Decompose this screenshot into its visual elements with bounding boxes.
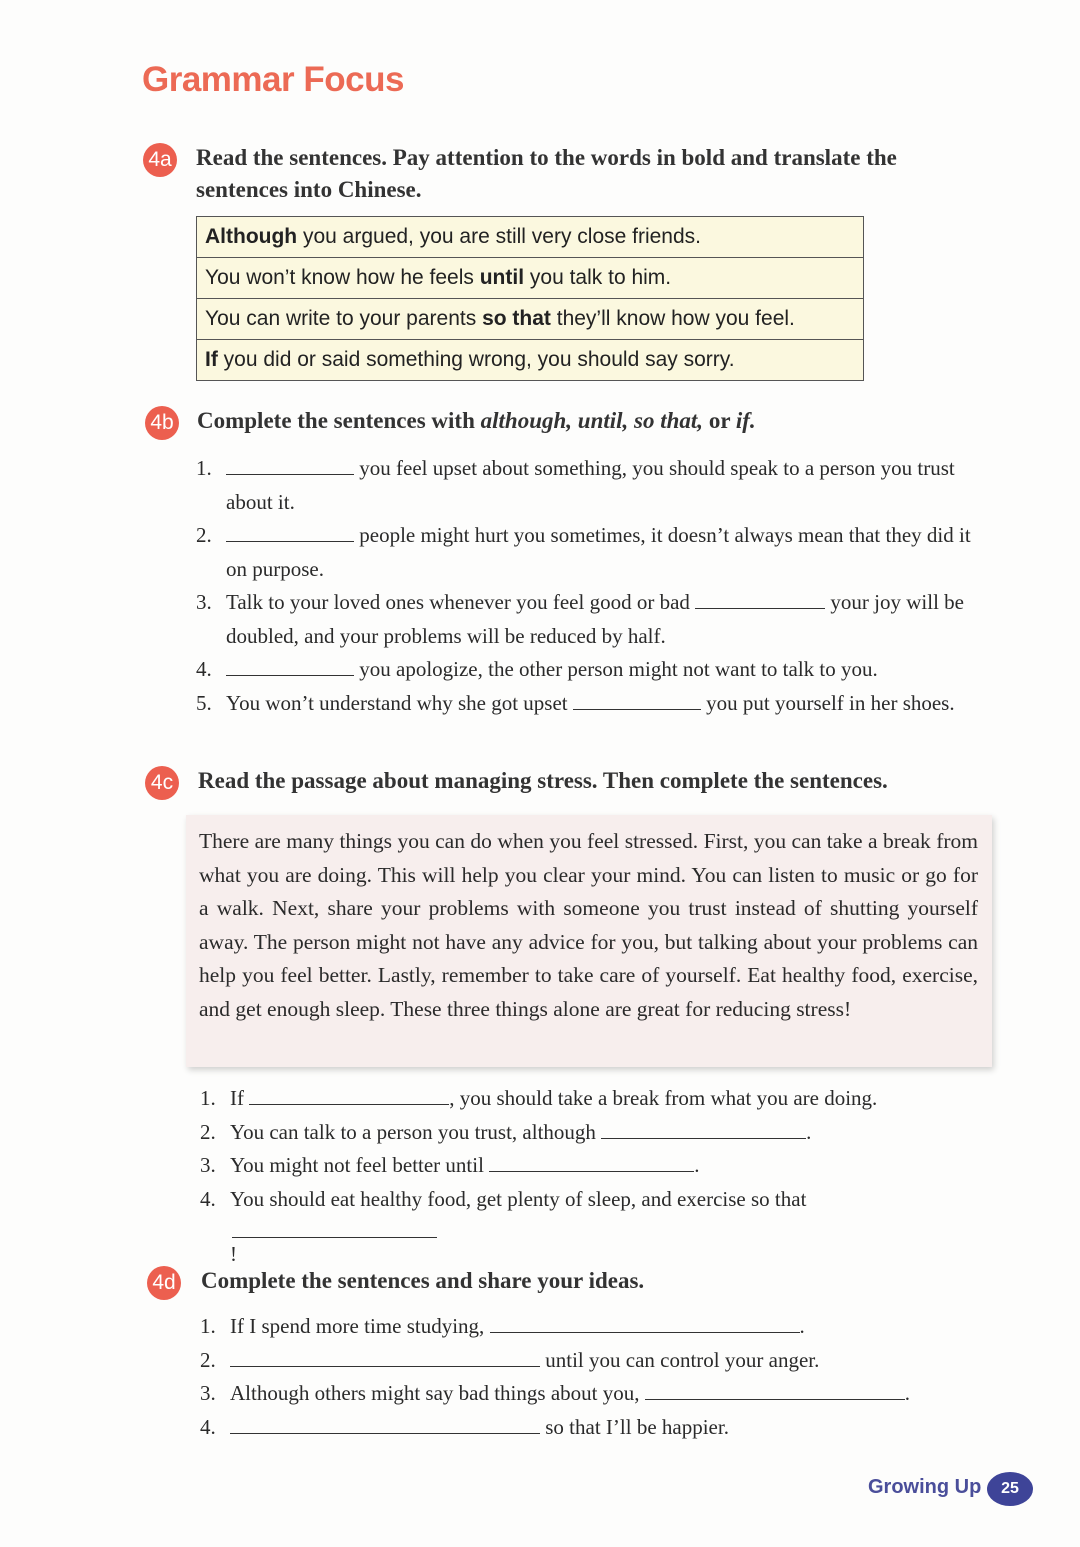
sentence-row bbox=[197, 217, 864, 258]
instruction-4a: Read the sentences. Pay attention to the words in bold and translate the sentences into Chinese. bbox=[196, 145, 897, 202]
answer-blank[interactable] bbox=[601, 1117, 806, 1139]
item-text bbox=[226, 687, 996, 721]
sentence-cell bbox=[197, 299, 864, 340]
answer-blank[interactable] bbox=[489, 1150, 694, 1172]
item-text-after: you feel upset about something, you should speak to a person you trust about it. bbox=[226, 456, 955, 514]
bold-word: until bbox=[479, 266, 525, 289]
instruction-text: Complete the sentences with bbox=[197, 408, 481, 433]
sentence-text: you argued, you are still very close friends. bbox=[297, 225, 702, 248]
item-text-after: . bbox=[799, 1314, 805, 1338]
instruction-text: or bbox=[703, 408, 736, 433]
exercise-item bbox=[200, 1344, 1000, 1378]
item-text-before: If I spend more time studying, bbox=[230, 1314, 490, 1338]
item-text bbox=[230, 1183, 990, 1272]
item-number: 4. bbox=[196, 657, 212, 681]
item-text bbox=[230, 1344, 1000, 1378]
item-number: 3. bbox=[196, 590, 212, 614]
exercise-item bbox=[196, 586, 996, 653]
item-text-after: ! bbox=[230, 1242, 237, 1266]
item-text bbox=[226, 452, 996, 519]
sentence-text: you talk to him. bbox=[524, 266, 672, 289]
exercise-item bbox=[200, 1183, 990, 1272]
item-text-before: You won’t understand why she got upset bbox=[226, 690, 573, 715]
instruction-4c: Read the passage about managing stress. Then complete the sentences. bbox=[198, 768, 888, 793]
item-text-after: your joy will be doubled, and your problems will be reduced by half. bbox=[226, 590, 964, 648]
badge-4c: 4c bbox=[145, 766, 179, 800]
item-number: 3. bbox=[200, 1381, 216, 1405]
exercise-4d-list bbox=[200, 1310, 1000, 1444]
item-text-before: Talk to your loved ones whenever you feel good or bad bbox=[226, 590, 696, 614]
item-number: 3. bbox=[200, 1153, 216, 1177]
item-text-before: Although others might say bad things about you, bbox=[230, 1381, 645, 1405]
example-sentences-table bbox=[196, 216, 864, 381]
instruction-4d: Complete the sentences and share your ideas. bbox=[201, 1268, 645, 1293]
item-text-after: , you should take a break from what you are doing. bbox=[449, 1086, 878, 1110]
answer-blank[interactable] bbox=[249, 1083, 449, 1105]
item-number: 2. bbox=[200, 1347, 216, 1372]
exercise-item bbox=[196, 687, 996, 721]
item-number: 5. bbox=[196, 690, 212, 715]
sentence-row bbox=[197, 258, 864, 299]
instruction-words: although, until, so that, bbox=[480, 408, 704, 433]
sentence-cell bbox=[197, 217, 864, 258]
answer-blank[interactable] bbox=[573, 688, 701, 710]
item-number: 1. bbox=[200, 1086, 216, 1110]
item-text-before: You should eat healthy food, get plenty of sleep, and exercise so that bbox=[230, 1186, 807, 1211]
exercise-item bbox=[200, 1149, 990, 1183]
sentence-text: You can write to your parents bbox=[205, 307, 483, 330]
item-text bbox=[230, 1116, 990, 1150]
item-text-before: You might not feel better until bbox=[230, 1153, 490, 1177]
instruction-words: if. bbox=[735, 408, 756, 433]
item-text-after: until you can control your anger. bbox=[540, 1347, 820, 1372]
item-number: 2. bbox=[196, 523, 212, 547]
sentence-row bbox=[197, 299, 864, 340]
exercise-item bbox=[200, 1082, 990, 1116]
item-text-before: If bbox=[230, 1086, 250, 1110]
sentence-cell bbox=[197, 258, 864, 299]
item-text-after: so that I’ll be happier. bbox=[540, 1414, 729, 1439]
exercise-item bbox=[200, 1310, 1000, 1344]
answer-blank[interactable] bbox=[226, 520, 354, 542]
instruction-4b bbox=[197, 405, 756, 437]
stress-passage bbox=[186, 815, 992, 1067]
passage-text: There are many things you can do when you feel stressed. First, you can take a break from what you are doing. This will help you clear your mind. You can listen to music or go for a walk. Next, share your problems with someone you trust instead of shutting yourself away. The person might not have any advice for you, but talking about your problems can help you feel better. Lastly, remember to take care of yourself. Eat healthy food, exercise, and get enough sleep. These three things alone are great for reducing stress! bbox=[199, 829, 978, 1021]
item-text-after: you apologize, the other person might not want to talk to you. bbox=[354, 657, 878, 681]
item-number: 2. bbox=[200, 1119, 216, 1144]
answer-blank[interactable] bbox=[695, 587, 825, 609]
item-number: 1. bbox=[200, 1314, 216, 1338]
item-text bbox=[230, 1310, 1000, 1344]
item-text-after: . bbox=[904, 1381, 910, 1405]
sentence-row bbox=[197, 340, 864, 381]
item-number: 4. bbox=[200, 1186, 216, 1211]
sentence-text: they’ll know how you feel. bbox=[550, 307, 795, 330]
item-text-after: people might hurt you sometimes, it doesn’t always mean that they did it on purpose. bbox=[226, 523, 971, 581]
page-title: Grammar Focus bbox=[142, 60, 404, 99]
exercise-4c-list bbox=[200, 1082, 990, 1272]
answer-blank[interactable] bbox=[230, 1345, 540, 1367]
item-number: 1. bbox=[196, 456, 212, 480]
page-number: 25 bbox=[987, 1472, 1033, 1506]
answer-blank[interactable] bbox=[226, 654, 354, 676]
item-text bbox=[226, 653, 996, 687]
bold-word: Although bbox=[205, 225, 298, 248]
badge-4a: 4a bbox=[143, 143, 177, 177]
answer-blank[interactable] bbox=[645, 1378, 905, 1400]
badge-4d: 4d bbox=[147, 1266, 181, 1300]
sentence-cell bbox=[197, 340, 864, 381]
sentence-text: you did or said something wrong, you should say sorry. bbox=[217, 348, 735, 371]
exercise-item bbox=[200, 1377, 1000, 1411]
item-number: 4. bbox=[200, 1414, 216, 1439]
unit-name: Growing Up bbox=[868, 1476, 982, 1498]
item-text-before: You can talk to a person you trust, although bbox=[230, 1119, 602, 1144]
sentence-text: You won’t know how he feels bbox=[205, 266, 480, 289]
item-text-after: . bbox=[806, 1119, 812, 1144]
exercise-item bbox=[196, 452, 996, 519]
badge-4b: 4b bbox=[145, 406, 179, 440]
item-text bbox=[230, 1149, 990, 1183]
item-text bbox=[226, 519, 996, 586]
exercise-item bbox=[200, 1411, 1000, 1445]
exercise-item bbox=[196, 653, 996, 687]
item-text bbox=[230, 1377, 1000, 1411]
bold-word: If bbox=[205, 348, 218, 371]
answer-blank[interactable] bbox=[226, 453, 354, 475]
bold-word: so that bbox=[482, 307, 551, 330]
item-text-after: you put yourself in her shoes. bbox=[700, 690, 955, 715]
exercise-4b-list bbox=[196, 452, 996, 720]
item-text bbox=[230, 1082, 990, 1116]
answer-blank[interactable] bbox=[232, 1216, 437, 1238]
answer-blank[interactable] bbox=[230, 1412, 540, 1434]
exercise-item bbox=[196, 519, 996, 586]
item-text bbox=[226, 586, 996, 653]
item-text-after: . bbox=[694, 1153, 700, 1177]
item-text bbox=[230, 1411, 1000, 1445]
exercise-item bbox=[200, 1116, 990, 1150]
answer-blank[interactable] bbox=[490, 1311, 800, 1333]
